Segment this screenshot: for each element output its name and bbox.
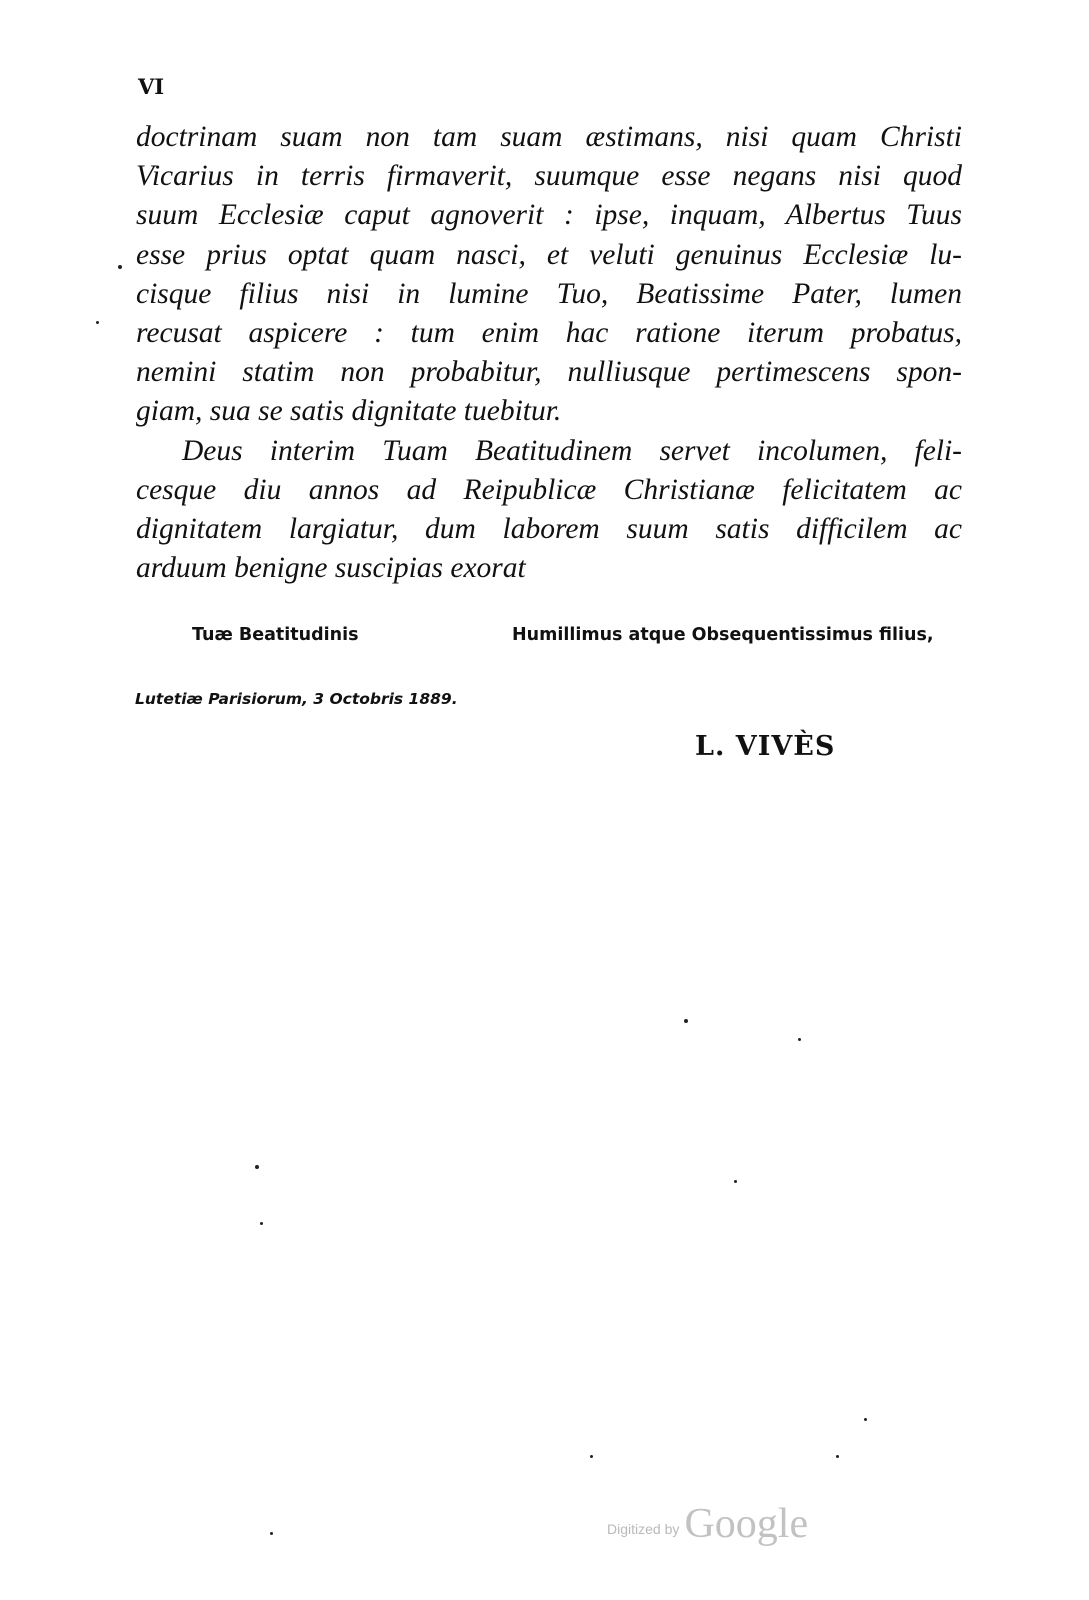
watermark-logo: Google xyxy=(684,1501,809,1547)
scan-speck xyxy=(734,1180,737,1183)
scan-speck xyxy=(836,1455,839,1458)
scan-speck xyxy=(798,1038,801,1041)
body-text xyxy=(136,118,962,588)
watermark-prefix: Digitized by xyxy=(607,1521,680,1537)
scan-speck xyxy=(270,1532,273,1535)
body-line: cisque filius nisi in lumine Tuo, Beatissime Pater, lumen xyxy=(136,277,962,310)
body-line: arduum benigne suscipias exorat xyxy=(136,552,526,585)
scan-speck xyxy=(590,1455,593,1458)
body-line: esse prius optat quam nasci, et veluti genuinus Ecclesiæ lu- xyxy=(136,238,962,271)
digitized-watermark xyxy=(607,1500,808,1548)
closing-subscription: Humillimus atque Obsequentissimus filius, xyxy=(512,625,934,645)
scan-speck xyxy=(864,1418,867,1421)
body-line: cesque diu annos ad Reipublicæ Christianæ felicitatem ac xyxy=(136,473,962,506)
scan-speck xyxy=(260,1222,263,1225)
body-line: recusat aspicere : tum enim hac ratione iterum probatus, xyxy=(136,317,962,350)
body-line: Vicarius in terris firmaverit, suumque esse negans nisi quod xyxy=(136,160,962,193)
scan-speck xyxy=(118,265,122,269)
body-line: giam, sua se satis dignitate tuebitur. xyxy=(136,395,562,428)
place-date: Lutetiæ Parisiorum, 3 Octobris 1889. xyxy=(135,690,458,708)
signature: L. VIVÈS xyxy=(695,731,836,762)
body-line: Deus interim Tuam Beatitudinem servet incolumen, feli- xyxy=(182,434,962,467)
page-number: VI xyxy=(138,74,165,99)
body-line: suum Ecclesiæ caput agnoverit : ipse, inquam, Albertus Tuus xyxy=(136,199,962,232)
closing-salutation: Tuæ Beatitudinis xyxy=(192,625,359,645)
scan-speck xyxy=(255,1165,259,1169)
body-line: dignitatem largiatur, dum laborem suum satis difficilem ac xyxy=(136,513,962,546)
scan-speck xyxy=(96,321,99,324)
scan-speck xyxy=(684,1019,688,1023)
body-line: doctrinam suam non tam suam æstimans, nisi quam Christi xyxy=(136,121,962,153)
body-line: nemini statim non probabitur, nulliusque pertimescens spon- xyxy=(136,356,962,389)
